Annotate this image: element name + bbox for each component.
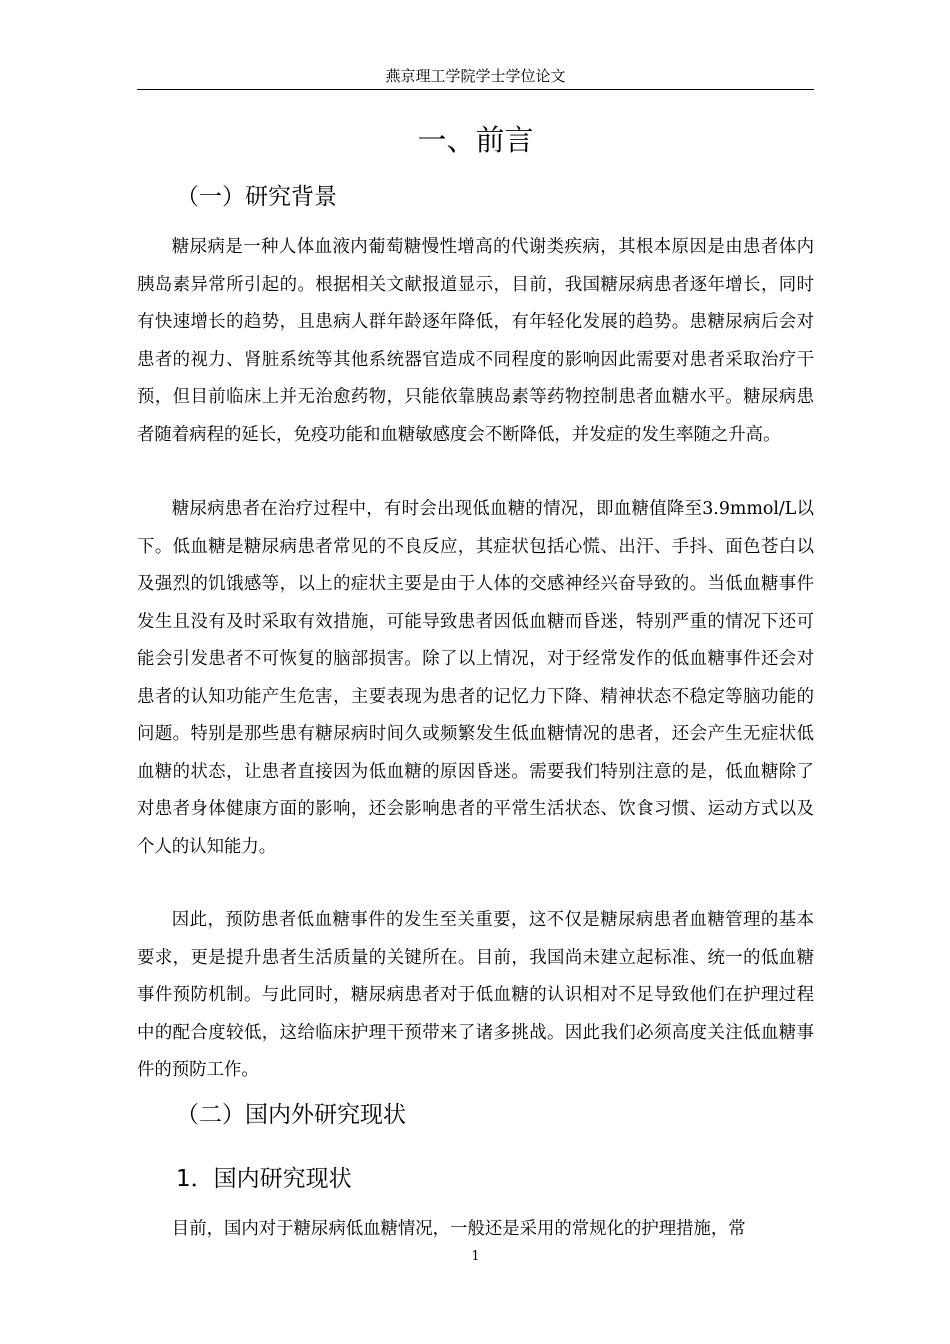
paragraph-3: 因此，预防患者低血糖事件的发生至关重要，这不仅是糖尿病患者血糖管理的基本要求，更是提升患者生活质量的关键所在。目前，我国尚未建立起标准、统一的低血糖事件预防机制。与此同时，糖尿病患者对于低血糖的认识相对不足导致他们在护理过程中的配合度较低，这给临床护理干预带来了诸多挑战。因此我们必须高度关注低血糖事件的预防工作。 <box>137 910 814 1080</box>
paragraph-2: 糖尿病患者在治疗过程中，有时会出现低血糖的情况，即血糖值降至3.9mmol/L以下。低血糖是糖尿病患者常见的不良反应，其症状包括心慌、出汗、手抖、面色苍白以及强烈的饥饿感等，以上的症状主要是由于人体的交感神经兴奋导致的。当低血糖事件发生且没有及时采取有效措施，可能导致患者因低血糖而昏迷，特别严重的情况下还可能会引发患者不可恢复的脑部损害。除了以上情况，对于经常发作的低血糖事件还会对患者的认知功能产生危害，主要表现为患者的记忆力下降、精神状态不稳定等脑功能的问题。特别是那些患有糖尿病时间久或频繁发生低血糖情况的患者，还会产生无症状低血糖的状态，让患者直接因为低血糖的原因昏迷。需要我们特别注意的是，低血糖除了对患者身体健康方面的影响，还会影响患者的平常生活状态、饮食习惯、运动方式以及个人的认知能力。 <box>137 499 814 857</box>
chapter-title: 一、前言 <box>417 123 534 157</box>
running-header: 燕京理工学院学士学位论文 <box>385 67 566 85</box>
header-rule <box>137 89 814 90</box>
section-heading-domestic: 1．国内研究现状 <box>176 1166 352 1192</box>
paragraph-1: 糖尿病是一种人体血液内葡萄糖慢性增高的代谢类疾病，其根本原因是由患者体内胰岛素异常所引起的。根据相关文献报道显示，目前，我国糖尿病患者逐年增长，同时有快速增长的趋势，且患病人群年龄逐年降低，有年轻化发展的趋势。患糖尿病后会对患者的视力、肾脏系统等其他系统器官造成不同程度的影响因此需要对患者采取治疗干预，但目前临床上并无治愈药物，只能依靠胰岛素等药物控制患者血糖水平。糖尿病患者随着病程的延长，免疫功能和血糖敏感度会不断降低，并发症的发生率随之升高。 <box>137 237 814 445</box>
page-number: 1 <box>471 1249 480 1264</box>
paragraph-4: 目前，国内对于糖尿病低血糖情况，一般还是采用的常规化的护理措施，常 <box>171 1219 746 1239</box>
section-heading-background: （一）研究背景 <box>176 184 337 210</box>
section-heading-research-status: （二）国内外研究现状 <box>176 1102 406 1128</box>
